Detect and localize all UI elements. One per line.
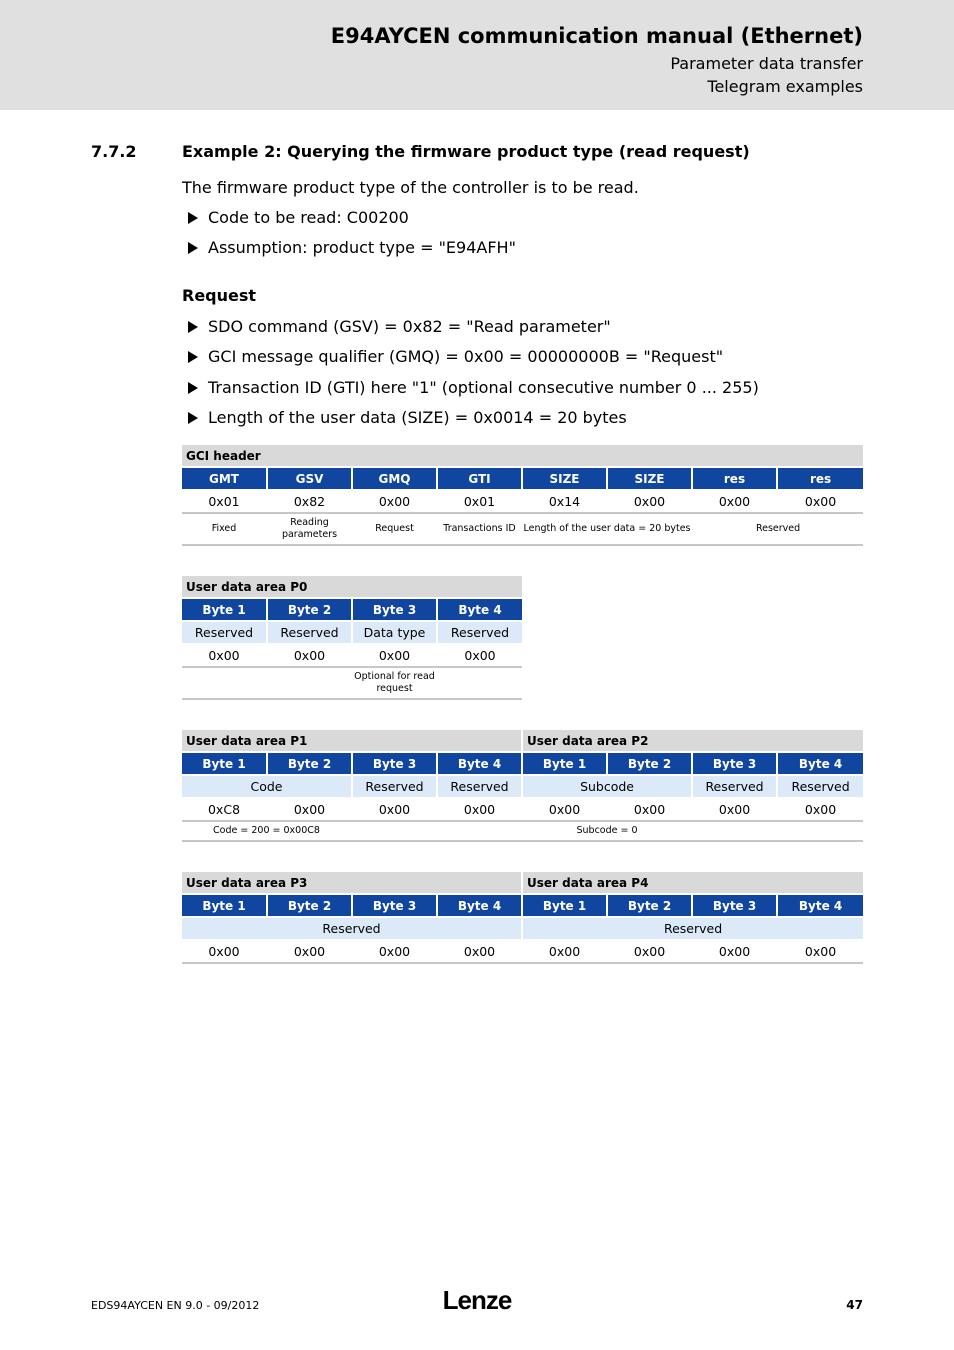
column-header: SIZE bbox=[522, 467, 607, 490]
user-data-p1-p2-table bbox=[182, 730, 863, 842]
lenze-logo bbox=[437, 1286, 517, 1314]
byte-value: 0x00 bbox=[267, 644, 352, 667]
byte-value: 0x00 bbox=[777, 490, 863, 513]
byte-value: 0x01 bbox=[182, 490, 267, 513]
user-data-p0-table bbox=[182, 576, 522, 700]
byte-label: Reserved bbox=[437, 621, 522, 644]
byte-value: 0x00 bbox=[437, 644, 522, 667]
byte-value: 0x00 bbox=[607, 490, 692, 513]
byte-value: 0x00 bbox=[607, 940, 692, 963]
byte-label: Subcode bbox=[522, 775, 692, 798]
bullet-arrow-icon bbox=[188, 242, 198, 254]
column-header: res bbox=[777, 467, 863, 490]
svg-text:Lenze: Lenze bbox=[442, 1286, 512, 1314]
field-description: Request bbox=[352, 513, 437, 545]
column-header: Byte 4 bbox=[437, 752, 522, 775]
byte-value: 0x00 bbox=[692, 798, 777, 821]
field-description bbox=[182, 667, 352, 699]
byte-value: 0x14 bbox=[522, 490, 607, 513]
byte-label: Reserved bbox=[182, 917, 522, 940]
byte-label: Code bbox=[182, 775, 352, 798]
field-description bbox=[692, 821, 863, 841]
byte-value: 0x00 bbox=[777, 940, 863, 963]
field-description bbox=[352, 821, 522, 841]
intro-paragraph: The firmware product type of the controller is to be read. bbox=[182, 178, 639, 197]
column-header: Byte 2 bbox=[267, 894, 352, 917]
page-header bbox=[0, 0, 954, 110]
section-number: 7.7.2 bbox=[91, 142, 137, 161]
byte-value: 0x00 bbox=[437, 940, 522, 963]
column-header: Byte 2 bbox=[607, 894, 692, 917]
byte-label: Reserved bbox=[437, 775, 522, 798]
column-header: Byte 4 bbox=[437, 894, 522, 917]
byte-value: 0x00 bbox=[352, 940, 437, 963]
byte-label: Data type bbox=[352, 621, 437, 644]
column-header: Byte 1 bbox=[522, 894, 607, 917]
column-header: Byte 1 bbox=[182, 752, 267, 775]
byte-value: 0x00 bbox=[692, 490, 777, 513]
column-header: Byte 1 bbox=[182, 598, 267, 621]
page-number: 47 bbox=[846, 1298, 863, 1312]
field-description: Length of the user data = 20 bytes bbox=[522, 513, 692, 545]
column-header: Byte 4 bbox=[437, 598, 522, 621]
bullet-item: Transaction ID (GTI) here "1" (optional consecutive number 0 ... 255) bbox=[188, 378, 759, 397]
manual-title: E94AYCEN communication manual (Ethernet) bbox=[330, 24, 863, 48]
column-header: Byte 3 bbox=[352, 894, 437, 917]
field-description: Subcode = 0 bbox=[522, 821, 692, 841]
column-header: Byte 4 bbox=[777, 894, 863, 917]
byte-value: 0x00 bbox=[182, 940, 267, 963]
column-header: res bbox=[692, 467, 777, 490]
column-header: GSV bbox=[267, 467, 352, 490]
table-caption: User data area P1 bbox=[182, 730, 522, 752]
byte-value: 0xC8 bbox=[182, 798, 267, 821]
bullet-arrow-icon bbox=[188, 412, 198, 424]
byte-value: 0x00 bbox=[607, 798, 692, 821]
table-caption: User data area P4 bbox=[522, 872, 863, 894]
field-description: Reading parameters bbox=[267, 513, 352, 545]
user-data-p3-p4-table bbox=[182, 872, 863, 964]
bullet-item: Length of the user data (SIZE) = 0x0014 = 20 bytes bbox=[188, 408, 627, 427]
column-header: Byte 2 bbox=[267, 598, 352, 621]
byte-label: Reserved bbox=[267, 621, 352, 644]
byte-value: 0x00 bbox=[352, 798, 437, 821]
bullet-item: GCI message qualifier (GMQ) = 0x00 = 00000000B = "Request" bbox=[188, 347, 723, 366]
byte-label: Reserved bbox=[352, 775, 437, 798]
byte-label: Reserved bbox=[182, 621, 267, 644]
bullet-arrow-icon bbox=[188, 212, 198, 224]
byte-value: 0x00 bbox=[437, 798, 522, 821]
column-header: Byte 3 bbox=[692, 752, 777, 775]
column-header: Byte 1 bbox=[182, 894, 267, 917]
table-caption: GCI header bbox=[182, 445, 863, 467]
bullet-arrow-icon bbox=[188, 321, 198, 333]
column-header: Byte 3 bbox=[352, 752, 437, 775]
field-description: Code = 200 = 0x00C8 bbox=[182, 821, 352, 841]
byte-value: 0x00 bbox=[692, 940, 777, 963]
column-header: SIZE bbox=[607, 467, 692, 490]
column-header: GMQ bbox=[352, 467, 437, 490]
byte-label: Reserved bbox=[777, 775, 863, 798]
byte-value: 0x00 bbox=[182, 644, 267, 667]
bullet-arrow-icon bbox=[188, 351, 198, 363]
document-id: EDS94AYCEN EN 9.0 - 09/2012 bbox=[91, 1299, 260, 1312]
field-description bbox=[437, 667, 522, 699]
column-header: Byte 4 bbox=[777, 752, 863, 775]
column-header: Byte 1 bbox=[522, 752, 607, 775]
byte-label: Reserved bbox=[522, 917, 863, 940]
field-description: Optional for read request bbox=[352, 667, 437, 699]
column-header: Byte 3 bbox=[352, 598, 437, 621]
byte-label: Reserved bbox=[692, 775, 777, 798]
byte-value: 0x01 bbox=[437, 490, 522, 513]
chapter-subtitle: Parameter data transfer bbox=[670, 54, 863, 73]
column-header: Byte 2 bbox=[267, 752, 352, 775]
byte-value: 0x00 bbox=[267, 798, 352, 821]
request-heading: Request bbox=[182, 286, 257, 305]
byte-value: 0x00 bbox=[522, 940, 607, 963]
byte-value: 0x00 bbox=[352, 644, 437, 667]
byte-value: 0x00 bbox=[522, 798, 607, 821]
gci-header-table bbox=[182, 445, 863, 546]
byte-value: 0x00 bbox=[267, 940, 352, 963]
column-header: Byte 3 bbox=[692, 894, 777, 917]
column-header: Byte 2 bbox=[607, 752, 692, 775]
table-caption: User data area P2 bbox=[522, 730, 863, 752]
bullet-item: Code to be read: C00200 bbox=[188, 208, 409, 227]
table-caption: User data area P0 bbox=[182, 576, 522, 598]
bullet-arrow-icon bbox=[188, 382, 198, 394]
column-header: GMT bbox=[182, 467, 267, 490]
column-header: GTI bbox=[437, 467, 522, 490]
table-caption: User data area P3 bbox=[182, 872, 522, 894]
byte-value: 0x82 bbox=[267, 490, 352, 513]
bullet-item: Assumption: product type = "E94AFH" bbox=[188, 238, 516, 257]
byte-value: 0x00 bbox=[777, 798, 863, 821]
field-description: Transactions ID bbox=[437, 513, 522, 545]
byte-value: 0x00 bbox=[352, 490, 437, 513]
field-description: Fixed bbox=[182, 513, 267, 545]
field-description: Reserved bbox=[692, 513, 863, 545]
section-title: Example 2: Querying the firmware product type (read request) bbox=[182, 142, 750, 161]
bullet-item: SDO command (GSV) = 0x82 = "Read parameter" bbox=[188, 317, 611, 336]
section-subtitle: Telegram examples bbox=[707, 77, 863, 96]
